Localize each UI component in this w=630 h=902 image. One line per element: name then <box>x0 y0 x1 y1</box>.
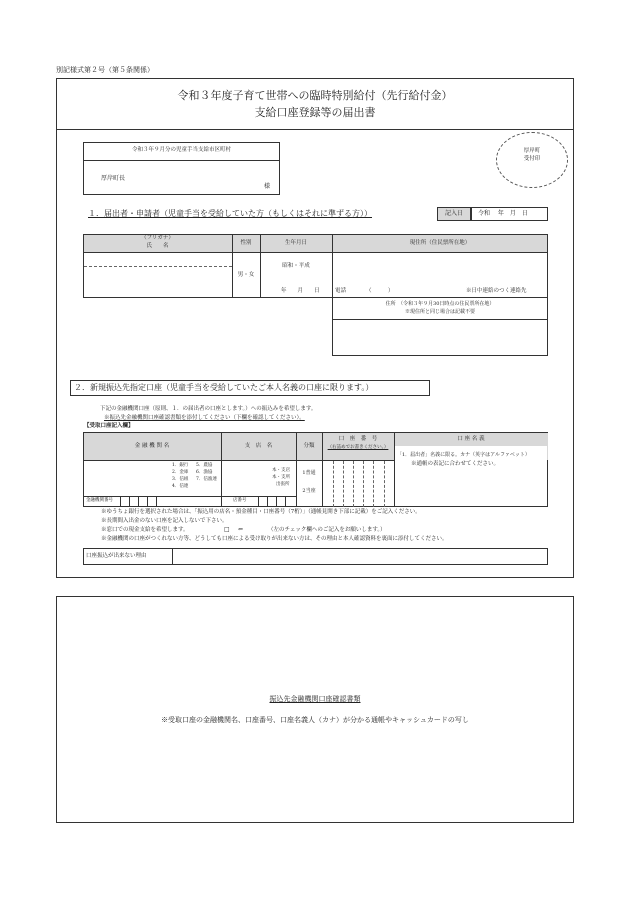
form-title-line2: 支給口座登録等の届出書 <box>254 106 376 119</box>
reason-label: 口座振込が出来ない理由 <box>86 553 147 559</box>
phone-note: ※日中連絡のつく連絡先 <box>466 288 527 294</box>
branch-type-3[interactable]: 出張所 <box>276 482 290 487</box>
reason-field[interactable] <box>173 549 547 564</box>
branch-header: 支 店 名 <box>244 443 273 449</box>
holder-header: 口 座 名 義 <box>457 436 485 442</box>
recipient-honorific: 様 <box>264 183 271 190</box>
branch-code-field[interactable] <box>259 497 285 506</box>
class-option-1[interactable]: 1普通 <box>302 470 316 476</box>
recipient-mayor: 厚岸町長 <box>101 175 126 182</box>
attachment-text: ※受取口座の金融機関名、口座番号、口座名義人（カナ）が分かる通帳やキャッシュカードの写し <box>161 716 469 724</box>
phone-label: 電話 <box>335 288 347 294</box>
account-number-header: 口 座 番 号 <box>338 436 378 442</box>
gender-label: 性別 <box>240 240 252 246</box>
class-option-2[interactable]: 2当座 <box>302 488 316 494</box>
bank-code-field[interactable] <box>121 497 156 506</box>
bank-type-4[interactable]: 4．信連 <box>172 484 189 489</box>
section2-title: ２．新規振込先指定口座（児童手当を受給していたご本人名義の口座に限ります。） <box>74 383 374 392</box>
bank-type-7[interactable]: 7．信漁連 <box>196 477 217 482</box>
account-number-subnote: （右詰めでお書きください。） <box>327 445 389 450</box>
bank-type-2[interactable]: 2．金庫 <box>172 470 189 475</box>
address-field[interactable] <box>333 253 547 287</box>
form-title-line1: 令和３年度子育て世帯への臨時特別給付（先行給付金） <box>177 89 453 102</box>
note-cash-instruction: （左のチェック欄へのご記入をお願いします。） <box>268 527 386 533</box>
birth-era[interactable]: 昭和・平成 <box>282 263 310 269</box>
section2-line2: ※振込先金融機関口座確認書類を添付してください（下欄を確認してください）。 <box>104 415 305 421</box>
note-inactive: ※長期間入出金のない口座を記入しないで下さい。 <box>101 518 228 524</box>
stamp-line1: 厚岸町 <box>523 148 541 154</box>
stamp-line2: 受付印 <box>523 156 541 162</box>
bank-code-label: 金融機関番号 <box>86 498 113 503</box>
furigana-field[interactable] <box>84 253 231 266</box>
previous-address-field[interactable] <box>333 320 547 355</box>
note-yucho: ※ゆうちょ銀行を選択された場合は、「振込用の店名・預金種目・口座番号（7桁）」（通帳見開き下部に記載）をご記入ください。 <box>101 509 421 515</box>
branch-name-field[interactable] <box>222 461 270 495</box>
holder-note1: 「1．届出者」名義に限る。カナ（英字はアルファベット） <box>397 452 530 458</box>
section1-title: １．届出者・申請者（児童手当を受給していた方（もしくはそれに準ずる方）） <box>88 209 372 218</box>
branch-type-1[interactable]: 本・支店 <box>272 468 290 473</box>
bank-type-1[interactable]: 1．銀行 <box>172 463 189 468</box>
name-field[interactable] <box>84 267 231 297</box>
prev-address-line1: 住所 （令和３年９月30日時点の住民票所在地） <box>385 301 495 307</box>
section2-line1: 下記の金融機関口座（原則、１．の届出者の口座とします。）への振込みを希望します。 <box>100 406 317 412</box>
birth-label: 生年月日 <box>284 240 307 246</box>
branch-type-2[interactable]: 本・支所 <box>272 475 290 480</box>
branch-code-label: 店番号 <box>233 498 247 503</box>
phone-field[interactable]: （ ） <box>366 288 394 294</box>
prev-address-line2: ※現住所と同じ場合は記載不要 <box>404 309 475 315</box>
gender-value[interactable]: 男・女 <box>237 272 255 278</box>
form-number: 別記様式第２号（第５条関係） <box>56 66 154 74</box>
note-no-account: ※金融機関の口座がつくれない方等、どうしても口座による受け取りが出来ない方は、その理由と本人確認資料を裏面に添付してください。 <box>101 536 448 542</box>
birth-ymd[interactable]: 年 月 日 <box>281 288 320 294</box>
note-cash: ※窓口での現金支給を希望します。 <box>101 527 189 533</box>
holder-note2: ※通帳の表記に合わせてください。 <box>411 461 500 467</box>
date-label: 記入日 <box>444 210 463 217</box>
attachment-title: 振込先金融機関口座確認書類 <box>269 695 361 703</box>
receipt-label: 【受取口座記入欄】 <box>84 423 134 429</box>
recipient-header: 令和３年９月分の児童手当支給市区町村 <box>131 147 231 153</box>
bank-header: 金 融 機 関 名 <box>134 443 170 449</box>
left-arrow-icon: ⇐ <box>238 526 244 533</box>
date-value: 令和 年 月 日 <box>478 210 528 217</box>
name-label: 氏 名 <box>146 243 169 249</box>
account-holder-field[interactable] <box>395 474 547 506</box>
attachment-frame <box>56 596 574 823</box>
furigana-label: （フリガナ） <box>141 235 174 241</box>
cash-checkbox[interactable]: □ <box>224 526 230 533</box>
holder-note-box <box>395 446 547 473</box>
bank-name-field[interactable] <box>84 461 170 495</box>
class-header: 分類 <box>303 443 315 449</box>
bank-type-3[interactable]: 3．信組 <box>172 477 189 482</box>
address-label: 現住所（住民票所在地） <box>409 240 471 246</box>
bank-type-5[interactable]: 5．農協 <box>196 463 213 468</box>
account-number-field[interactable] <box>323 461 394 506</box>
bank-type-6[interactable]: 6．漁協 <box>196 470 213 475</box>
